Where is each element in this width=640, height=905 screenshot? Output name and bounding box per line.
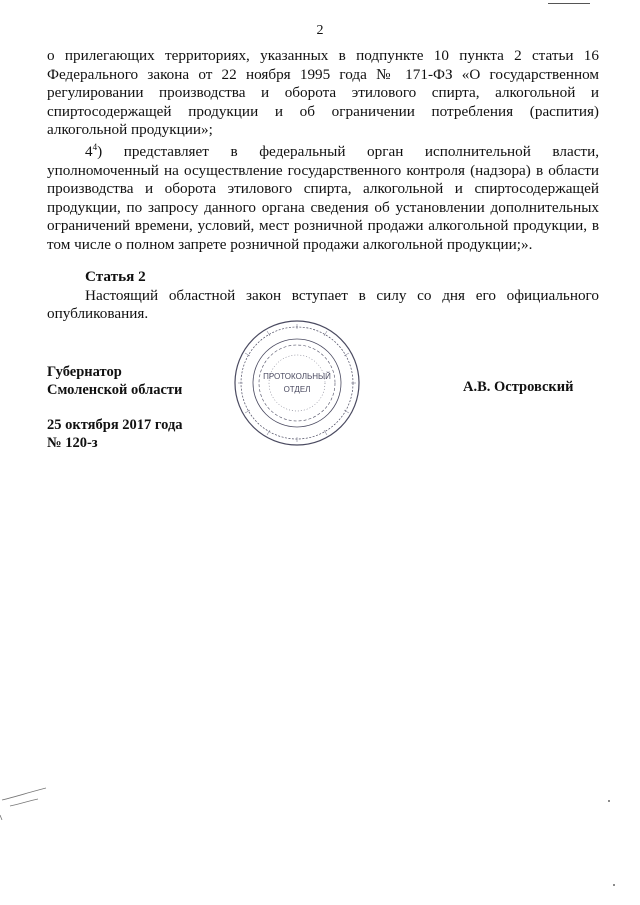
item-number-superscript: 4 [92,141,98,152]
article-text: Настоящий областной закон вступает в силу со дня его официального опубликования. [47,286,599,323]
signature-date-block [47,416,183,452]
margin-mark-icon [0,770,70,820]
scan-dot [608,800,610,802]
signatory-name: А.В. Островский [463,379,574,395]
top-rule [548,3,590,4]
paragraph-2-text [47,143,599,255]
official-stamp-icon [232,318,362,448]
item-number: 4 [85,143,93,160]
stamp-center-line-1: ПРОТОКОЛЬНЫЙ [263,372,331,381]
paragraph-1 [47,47,599,140]
article-2 [47,268,599,324]
scan-dot [613,884,615,886]
position-line-1: Губернатор [47,364,122,380]
law-number: № 120-з [47,435,98,451]
paragraph-1-text: о прилегающих территориях, указанных в подпункте 10 пункта 2 статьи 16 Федерального закона от 22 ноября 1995 года № 171-ФЗ «О государственном регулировании производства и оборота этилового спирта, алкогольной и спиртосодержащей продукции и об ограничении потребления (распития) алкогольной продукции»; [47,47,599,139]
signatory-position [47,363,182,399]
page-number: 2 [316,23,324,38]
paragraph-2-body: ) представляет в федеральный орган исполнительной власти, уполномоченный на осуществление государственного контроля (надзора) в области производства и оборота этилового спирта, алкогольной и спиртосодержащей продукции, по запросу данного органа сведения об установлении дополнительных ограничений времени, условий, мест розничной продажи алкогольной продукции, в том числе о полном запрете розничной продажи алкогольной продукции;». [47,143,599,253]
position-line-2: Смоленской области [47,382,183,398]
article-heading: Статья 2 [85,268,146,285]
stamp-center-line-2: ОТДЕЛ [283,385,311,394]
signature-date: 25 октября 2017 года [47,417,183,433]
paragraph-2 [47,143,599,255]
